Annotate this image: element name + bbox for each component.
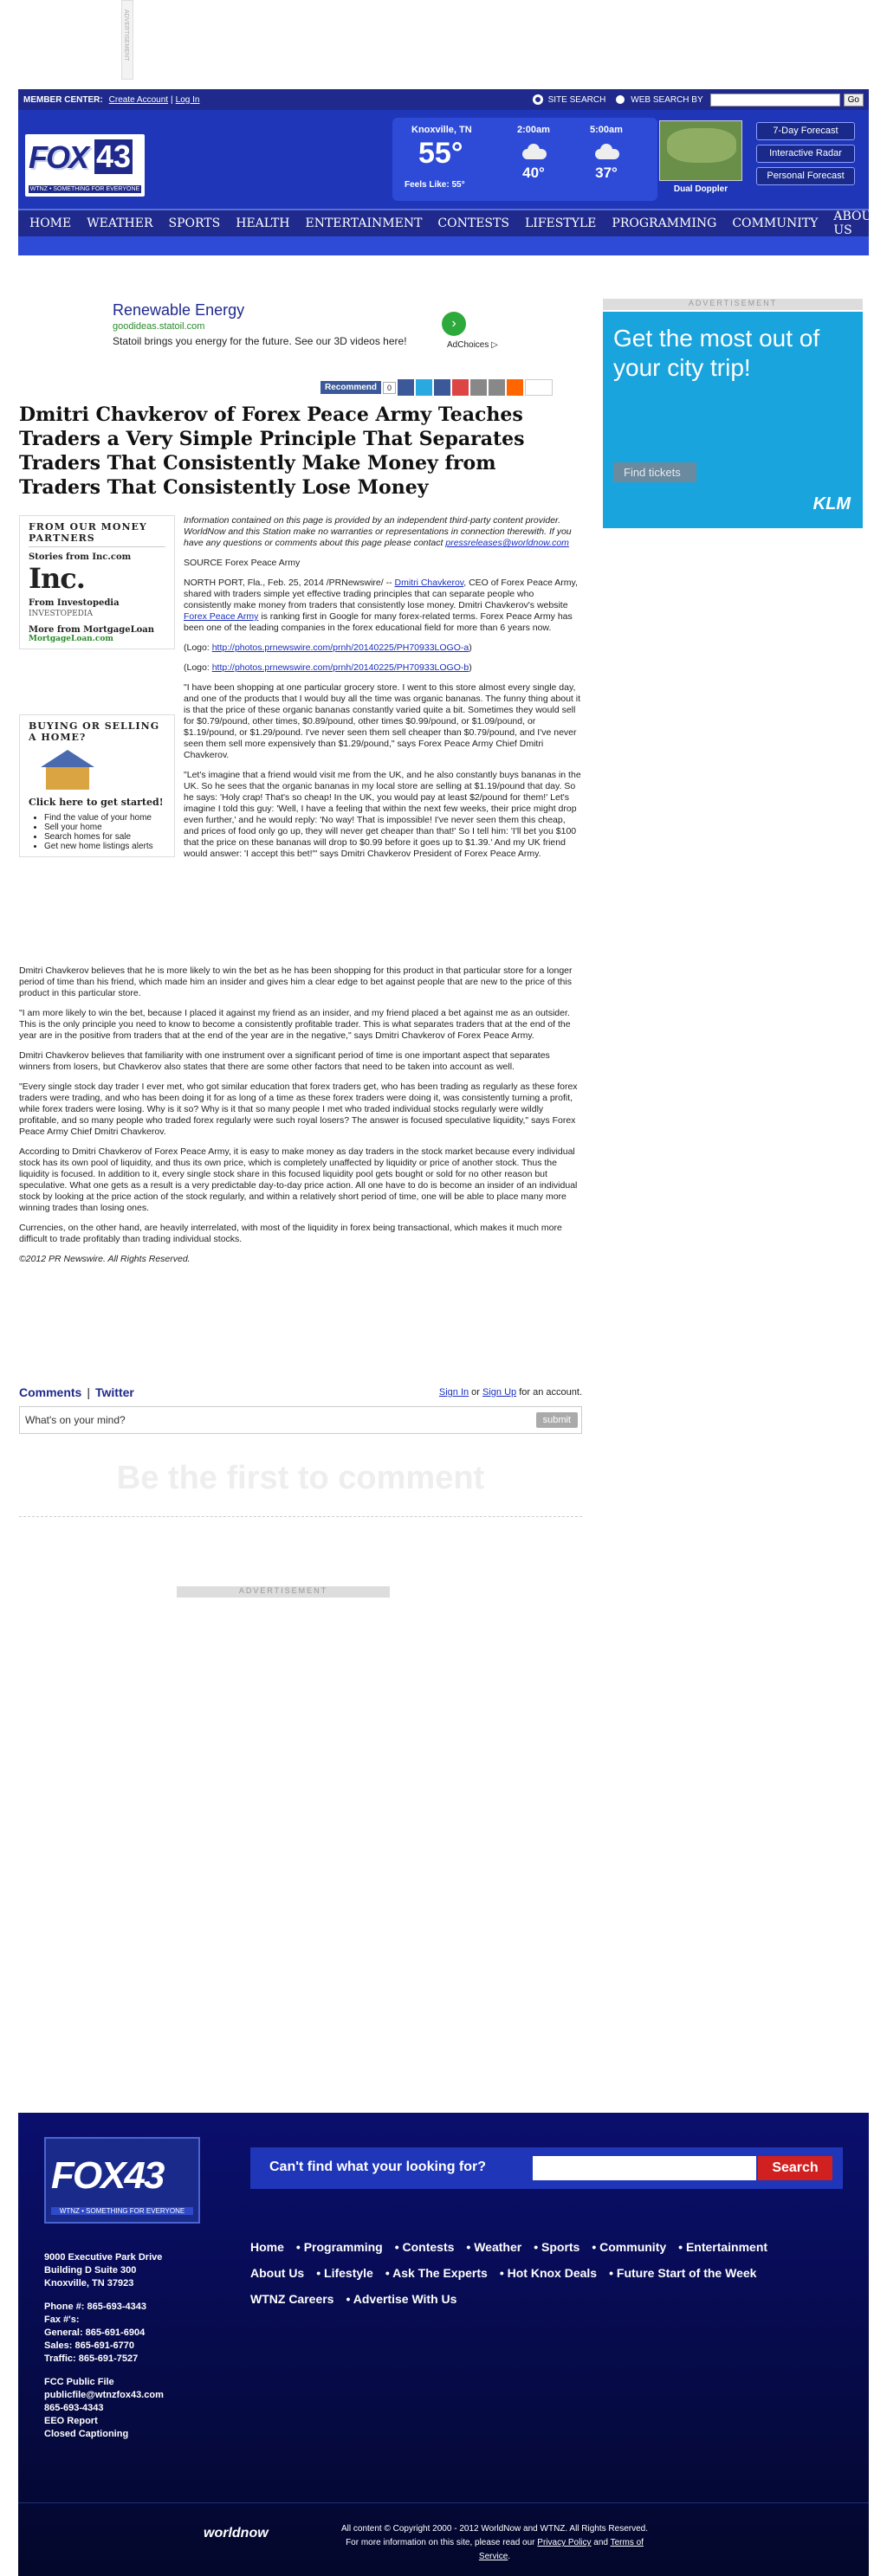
comment-icon[interactable] bbox=[489, 379, 505, 396]
ad-title[interactable]: Renewable Energy bbox=[113, 301, 245, 319]
mortgageloan-label[interactable]: More from MortgageLoan bbox=[29, 625, 155, 635]
logo-close: ) bbox=[469, 642, 472, 653]
signin-link[interactable]: Sign In bbox=[438, 1387, 469, 1398]
page-wrapper bbox=[18, 89, 880, 255]
eeo-report-link[interactable]: EEO Report bbox=[44, 2416, 98, 2426]
footer-link-about-us[interactable]: About Us bbox=[250, 2266, 305, 2280]
radar-label: Dual Doppler bbox=[673, 184, 728, 194]
share-icon[interactable] bbox=[434, 379, 450, 396]
home-link-search[interactable]: • Search homes for sale bbox=[44, 832, 165, 842]
forecast-time: 5:00am bbox=[590, 125, 623, 135]
fax-sales: Sales: 865-691-6770 bbox=[44, 2340, 134, 2351]
footer-link-advertise[interactable]: Advertise With Us bbox=[353, 2292, 457, 2306]
member-center-label: MEMBER CENTER: bbox=[23, 94, 103, 105]
top-ad-label: ADVERTISEMENT bbox=[123, 10, 129, 61]
comments-divider bbox=[19, 1516, 582, 1517]
tab-twitter[interactable]: Twitter bbox=[95, 1385, 134, 1399]
paragraph: According to Dmitri Chavkerov of Forex Peace Army, it is easy to make money as day traders in the stock market because every individual stock has its own pool of liquidity, and thus its own price, which is completely unaffected by liquidity or price of another stock. Thus the liquidity is focused. In addition to it, every single stock share in this focused liquidity pool gets bought or sold for no other reason but speculative. What one gets as a result is a very predictable day-to-day price action. All one have to do is become an insider of an individual stock by looking at the price action of the stock regularly, and within a relatively short period of time, one will be able to place many more winning trades than losing ones. bbox=[19, 1146, 578, 1213]
paragraph bbox=[184, 578, 582, 634]
fax-general: General: 865-691-6904 bbox=[44, 2327, 146, 2338]
house-icon[interactable] bbox=[37, 748, 107, 791]
copyright-block bbox=[330, 2522, 659, 2564]
footer-link-entertainment[interactable]: Entertainment bbox=[685, 2240, 768, 2254]
web-search-radio[interactable] bbox=[616, 95, 625, 104]
footer-link-home[interactable]: Home bbox=[250, 2240, 284, 2254]
footer-link-weather[interactable]: Weather bbox=[474, 2240, 522, 2254]
article-body bbox=[184, 515, 582, 868]
cloudy-icon bbox=[592, 142, 621, 161]
paragraph: Currencies, on the other hand, are heavily interrelated, with most of the liquidity in forex being transactional, which makes it much more difficult to trade profitably than trading individual stocks. bbox=[19, 1223, 562, 1244]
footer-link-ask-experts[interactable]: Ask The Experts bbox=[392, 2266, 488, 2280]
radar-map[interactable] bbox=[659, 120, 742, 181]
weather-city: Knoxville, TN bbox=[411, 125, 472, 135]
facebook-icon[interactable] bbox=[398, 379, 414, 396]
address-line: Building D Suite 300 bbox=[44, 2265, 137, 2276]
privacy-policy-link[interactable]: Privacy Policy bbox=[537, 2538, 592, 2547]
find-tickets-button[interactable]: Find tickets bbox=[613, 462, 696, 482]
home-link-alerts[interactable]: • Get new home listings alerts bbox=[44, 842, 165, 851]
address-line: 9000 Executive Park Drive bbox=[44, 2252, 163, 2263]
footer-search-input[interactable] bbox=[533, 2156, 756, 2180]
footer-link-contests[interactable]: Contests bbox=[402, 2240, 455, 2254]
logo-number: 43 bbox=[96, 139, 132, 174]
create-account-link[interactable]: Create Account bbox=[108, 94, 169, 105]
home-link-value[interactable]: • Find the value of your home bbox=[44, 813, 165, 823]
tab-comments[interactable]: Comments bbox=[19, 1385, 82, 1399]
logo-b-link[interactable]: http://photos.prnewswire.com/prnh/20140225/PH70933LOGO-b bbox=[211, 662, 469, 673]
facebook-recommend-button[interactable]: Recommend bbox=[320, 381, 381, 394]
share-counter[interactable] bbox=[525, 379, 553, 396]
footer-link-community[interactable]: Community bbox=[599, 2240, 667, 2254]
address-line: Knoxville, TN 37923 bbox=[44, 2278, 134, 2289]
ad-url[interactable]: goodideas.statoil.com bbox=[113, 321, 205, 332]
footer-search-button[interactable]: Search bbox=[758, 2156, 832, 2180]
interactive-radar-button[interactable]: Interactive Radar bbox=[756, 145, 855, 163]
disclaimer bbox=[184, 515, 582, 549]
signin-line bbox=[439, 1387, 582, 1398]
klm-ad[interactable] bbox=[603, 312, 863, 528]
web-search-label: WEB SEARCH BY bbox=[631, 94, 703, 105]
home-heading: BUYING OR SELLING A HOME? bbox=[29, 720, 160, 743]
share-toolbar bbox=[320, 379, 553, 396]
disclaimer-text: Information contained on this page is provided by an independent third-party content provider. WorldNow and this Station make no warranties or representations in connection therewith. If you have any questions or comments about this page please contact bbox=[184, 515, 572, 548]
recommend-count: 0 bbox=[383, 382, 396, 394]
empty-comments-message: Be the first to comment bbox=[116, 1460, 485, 1496]
nav-contests[interactable]: CONTESTS bbox=[437, 216, 509, 230]
logo-open: (Logo: bbox=[184, 642, 212, 653]
copyright-line: All content © Copyright 2000 - 2012 WorldNow and WTNZ. All Rights Reserved. bbox=[340, 2524, 648, 2534]
partners-heading: FROM OUR MONEY PARTNERS bbox=[29, 521, 165, 547]
bottom-ad-label: ADVERTISEMENT bbox=[177, 1586, 390, 1598]
comment-placeholder: What's on your mind? bbox=[25, 1414, 126, 1426]
chavkerov-link[interactable]: Dmitri Chavkerov bbox=[394, 578, 464, 588]
home-buying-box bbox=[19, 714, 175, 857]
investopedia-label[interactable]: From Investopedia bbox=[29, 598, 120, 608]
weather-temp: 55° bbox=[418, 137, 463, 170]
or-text: or bbox=[469, 1387, 483, 1398]
site-search bbox=[534, 94, 864, 107]
twitter-icon[interactable] bbox=[416, 379, 432, 396]
sidebar-ad-label: ADVERTISEMENT bbox=[603, 299, 863, 310]
comment-input[interactable] bbox=[19, 1406, 582, 1434]
policy-line bbox=[330, 2536, 659, 2564]
site-search-radio[interactable] bbox=[534, 95, 542, 104]
fox43-logo[interactable] bbox=[25, 134, 145, 197]
policy-text: For more information on this site, please read our bbox=[346, 2538, 538, 2547]
copyright: ©2012 PR Newswire. All Rights Reserved. bbox=[19, 1254, 191, 1264]
p1-start: NORTH PORT, Fla., Feb. 25, 2014 /PRNewswire/ -- bbox=[184, 578, 395, 588]
closed-captioning-link[interactable]: Closed Captioning bbox=[44, 2429, 129, 2439]
nav-community[interactable]: COMMUNITY bbox=[732, 216, 819, 230]
inc-label[interactable]: Stories from Inc.com bbox=[29, 552, 132, 562]
top-ad-banner[interactable] bbox=[121, 0, 133, 80]
nav-entertainment[interactable]: ENTERTAINMENT bbox=[305, 216, 423, 230]
forex-peace-army-link[interactable]: Forex Peace Army bbox=[184, 611, 259, 622]
weather-feels-like: Feels Like: 55° bbox=[405, 180, 465, 190]
go-button[interactable]: Go bbox=[844, 94, 864, 107]
search-input[interactable] bbox=[710, 94, 840, 107]
article-headline: Dmitri Chavkerov of Forex Peace Army Teaches Traders a Very Simple Principle That Separates Traders That Consistently Make Money from Traders That Consistently Lose Money bbox=[19, 404, 525, 499]
footer-logo-tagline: WTNZ • SOMETHING FOR EVERYONE bbox=[51, 2207, 193, 2215]
forecast-temp: 40° bbox=[522, 165, 545, 181]
subnav-bar bbox=[18, 236, 869, 255]
home-link-sell[interactable]: • Sell your home bbox=[44, 823, 165, 832]
footer bbox=[18, 2113, 869, 2576]
terms-of-service-link[interactable]: Terms of Service bbox=[478, 2538, 644, 2561]
logo-b-line bbox=[184, 662, 582, 674]
ad-arrow-icon[interactable]: › bbox=[442, 312, 466, 336]
paragraph: Dmitri Chavkerov believes that familiarity with one instrument over a significant period of time is one important aspect that separates winners from losers, but Chavkerov also states that there are some other factors that need to be taken into account as well. bbox=[19, 1050, 550, 1072]
submit-button[interactable]: submit bbox=[536, 1412, 578, 1428]
nav-sports[interactable]: SPORTS bbox=[168, 216, 221, 230]
nav-health[interactable]: HEALTH bbox=[236, 216, 290, 230]
site-search-label: SITE SEARCH bbox=[547, 94, 606, 105]
period: . bbox=[508, 2552, 511, 2561]
logo-a-line bbox=[184, 642, 582, 654]
nav-weather[interactable]: WEATHER bbox=[87, 216, 153, 230]
sidebar bbox=[603, 299, 863, 528]
paragraph: "I am more likely to win the bet, because I placed it against my friend as an insider, and my friend placed a bet against me as an outsider. This is the only principle you need to know to become a consistently profitable trader. This is what separates traders that at the end of the year are in the positive from traders that at the end of the year are in the negative," says Dmitri Chavkerov of Forex Peace Army. bbox=[19, 1008, 571, 1041]
footer-link-sports[interactable]: Sports bbox=[541, 2240, 580, 2254]
logo-close: ) bbox=[469, 662, 472, 673]
header bbox=[18, 110, 869, 209]
disclaimer-email-link[interactable]: pressreleases@worldnow.com bbox=[445, 538, 569, 548]
personal-forecast-button[interactable]: Personal Forecast bbox=[756, 167, 855, 185]
footer-link-lifestyle[interactable]: Lifestyle bbox=[324, 2266, 373, 2280]
comments-tabs bbox=[19, 1385, 582, 1399]
signup-link[interactable]: Sign Up bbox=[482, 1387, 517, 1398]
main-content bbox=[19, 299, 582, 1595]
nav-about-us[interactable]: ABOUT US bbox=[833, 210, 880, 237]
fax-traffic: Traffic: 865-691-7527 bbox=[44, 2353, 139, 2364]
logo-open: (Logo: bbox=[184, 662, 212, 673]
tab-sep: | bbox=[87, 1385, 90, 1399]
adchoices-link[interactable]: AdChoices ▷ bbox=[447, 340, 498, 350]
footer-link-careers[interactable]: WTNZ Careers bbox=[250, 2292, 334, 2306]
paragraph: Dmitri Chavkerov believes that he is more likely to win the bet as he has been shopping for this product in that particular store for a longer period of time than his friend, which made him an insider and gives him a clear edge to bet against people that are new to the price of this product in this particular store. bbox=[19, 965, 573, 998]
member-sep: | bbox=[171, 94, 173, 105]
footer-logo-text bbox=[51, 2154, 163, 2198]
p1-mid: , CEO of Forex Peace Army, shared with traders simple yet effective trading principles that can separate people who consistently make money from traders that consistently lose money. Dmitri Chavkerov's website bbox=[184, 578, 578, 610]
klm-ad-text: Get the most out of your city trip! bbox=[613, 325, 820, 381]
source-line: SOURCE Forex Peace Army bbox=[184, 558, 301, 568]
weather-widget[interactable] bbox=[392, 118, 657, 201]
footer-link-hot-knox-deals[interactable]: Hot Knox Deals bbox=[507, 2266, 598, 2280]
forecast-time: 2:00am bbox=[517, 125, 550, 135]
nav-home[interactable]: HOME bbox=[29, 216, 72, 230]
paragraph: "Every single stock day trader I ever met, who got similar education that forex traders get, who has been trading as regularly as these forex traders were trading, and who has been doing it for as long of a time as these forex traders were doing it, was consistently turning a profit, while forex traders were losing. Why is it so? Why is it that so many people I met who traded individual stocks regularly were wildly profitable, and so many people who traded forex regularly were such royal losers? The answer is focused speculative liquidity," says Forex Peace Army Chief Dmitri Chavkerov. bbox=[19, 1081, 578, 1137]
footer-logo-fox: FOX bbox=[51, 2154, 125, 2197]
footer-search bbox=[250, 2147, 843, 2189]
account-text: for an account. bbox=[516, 1387, 582, 1398]
main-nav bbox=[18, 209, 880, 237]
footer-logo[interactable] bbox=[44, 2137, 200, 2224]
public-file-email-link[interactable]: publicfile@wtnzfox43.com bbox=[44, 2390, 164, 2400]
member-bar bbox=[18, 89, 869, 110]
nav-programming[interactable]: PROGRAMMING bbox=[612, 216, 717, 230]
email-icon[interactable] bbox=[452, 379, 469, 396]
inc-logo[interactable]: Inc. bbox=[29, 562, 85, 595]
paragraph: "I have been shopping at one particular grocery store. I went to this store almost every single day, and one of the products that I would buy all the time was organic bananas. The funny thing about it is that the price of these organic bananas constantly varied quite a bit. Sometimes they would sell for $0.79/pound, other times, $0.89/pound, other times $0.99/pound, or $1.09/pound, or $1.19/pound, or $1.29/pound. I've never seen them sell cheaper than $0.79/pound, and I've never seen them sell more expensively than $1.29/pound," says Forex Peace Army Chief Dmitri Chavkerov. bbox=[184, 682, 581, 760]
footer-search-prompt: Can't find what your looking for? bbox=[269, 2160, 487, 2174]
seven-day-forecast-button[interactable]: 7-Day Forecast bbox=[756, 122, 855, 140]
footer-link-future-start[interactable]: Future Start of the Week bbox=[616, 2266, 757, 2280]
logo-a-link[interactable]: http://photos.prnewswire.com/prnh/20140225/PH70933LOGO-a bbox=[211, 642, 469, 653]
investopedia-logo[interactable]: INVESTOPEDIA bbox=[29, 610, 93, 618]
paragraph: "Let's imagine that a friend would visit me from the UK, and he also constantly buys bananas in the UK. So he sees that the organic bananas in my local store are selling at $1.19/pound that day. So he says: 'Holy crap! That's so cheap! In the UK, you would pay at least $2/pound for them!' Let's imagine I told this guy: 'Well, I have a feeling that within the next few weeks, their price might drop even further,' and he would reply: 'No way! That is impossible! I've never seen them this cheap, and prices of food only go up, they will never get cheaper than that!' So I tell him: 'I'll bet you $100 that the price on these bananas will drop to $0.99 before it goes up to $1.39.' And my UK friend would answer: 'I accept this bet!'" says Dmitri Chavkerov President of Forex Peace Army. bbox=[184, 770, 581, 859]
footer-logo-num: 43 bbox=[124, 2154, 164, 2197]
fax-label: Fax #'s: bbox=[44, 2315, 80, 2325]
and-text: and bbox=[591, 2538, 611, 2547]
footer-links: Home • Programming • Contests • Weather • Sports • Community • Entertainment About Us • Lifestyle • Ask The Experts • Hot Knox Deals • Future Start of the Week WTNZ Careers • Advertise With Us bbox=[250, 2240, 768, 2306]
comments-section bbox=[19, 1385, 582, 1517]
klm-logo: KLM bbox=[813, 494, 851, 513]
article-body-full bbox=[19, 965, 582, 1274]
forecast-5am bbox=[576, 125, 637, 182]
text-ad[interactable] bbox=[19, 299, 582, 351]
logo-fox: FOX bbox=[29, 139, 88, 175]
ad-description: Statoil brings you energy for the future. See our 3D videos here! bbox=[113, 335, 407, 347]
money-partners-box bbox=[19, 515, 175, 649]
fcc-public-file-link[interactable]: FCC Public File bbox=[44, 2377, 114, 2387]
p1-end: is ranking first in Google for many forex-related terms. Forex Peace Army has been one of the leading companies in the forex educational field for more than 6 years now. bbox=[184, 611, 573, 633]
forecast-temp: 37° bbox=[595, 165, 618, 181]
public-file-phone: 865-693-4343 bbox=[44, 2403, 104, 2413]
station-address bbox=[44, 2251, 164, 2441]
footer-bottom bbox=[18, 2502, 869, 2576]
cloudy-icon bbox=[519, 142, 548, 161]
mortgageloan-logo[interactable]: MortgageLoan.com bbox=[29, 635, 113, 643]
forecast-2am bbox=[503, 125, 564, 182]
logo-tagline: WTNZ • SOMETHING FOR EVERYONE bbox=[29, 186, 140, 192]
worldnow-logo[interactable]: worldnow bbox=[204, 2526, 269, 2540]
phone-line: Phone #: 865-693-4343 bbox=[44, 2302, 147, 2312]
footer-link-programming[interactable]: Programming bbox=[303, 2240, 383, 2254]
addthis-icon[interactable] bbox=[507, 379, 523, 396]
login-link[interactable]: Log In bbox=[175, 94, 200, 105]
nav-lifestyle[interactable]: LIFESTYLE bbox=[524, 216, 597, 230]
print-icon[interactable] bbox=[470, 379, 487, 396]
get-started-link[interactable]: Click here to get started! bbox=[29, 797, 164, 808]
